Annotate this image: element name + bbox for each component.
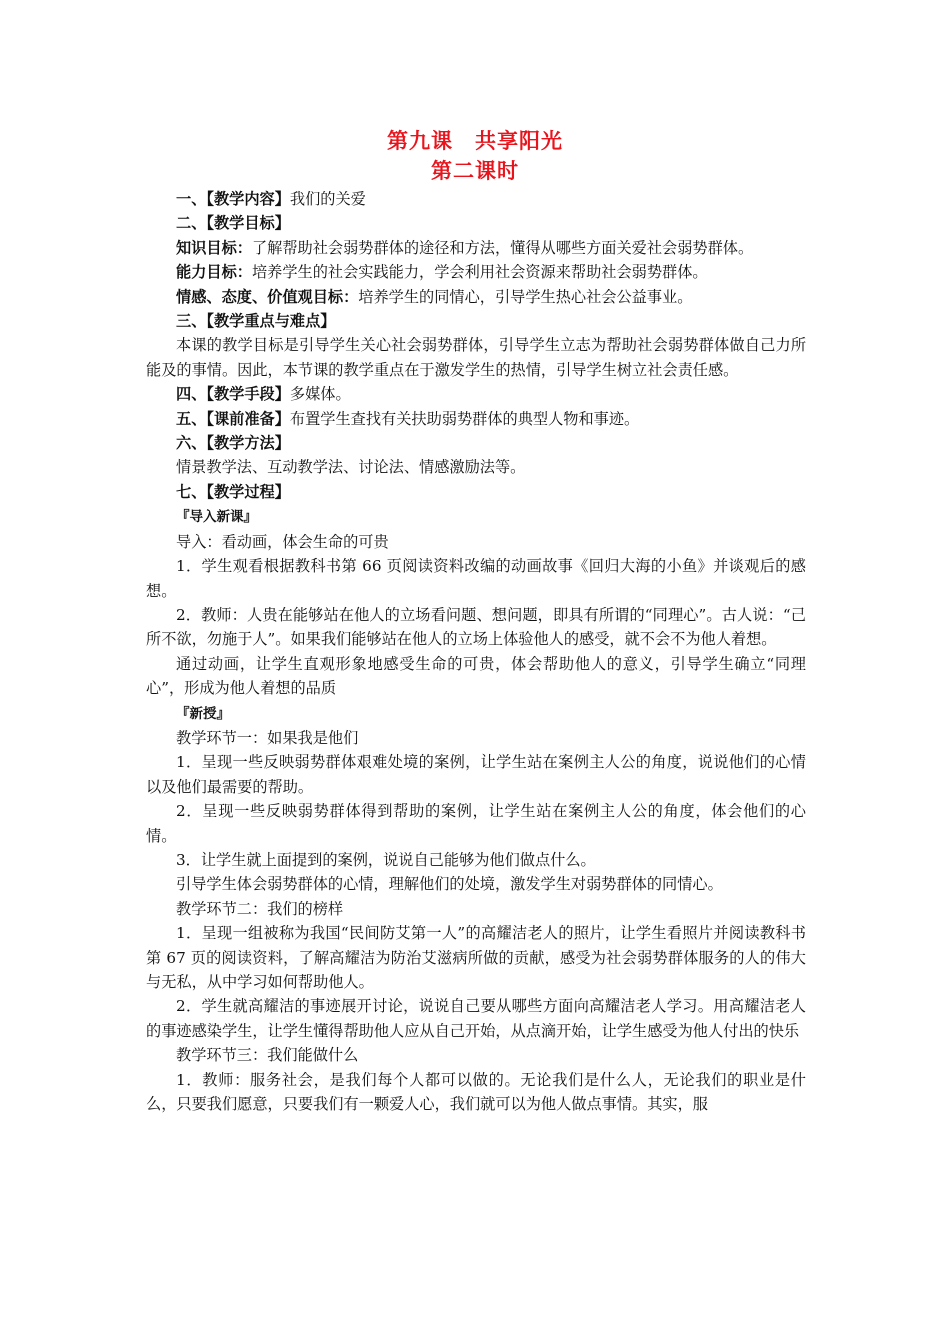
intro-lead: 导入：看动画，体会生命的可贵 (176, 532, 389, 551)
key-paragraph: 本课的教学目标是引导学生关心社会弱势群体，引导学生立志为帮助社会弱势群体做自己力所能及的事情。因此，本节课的教学重点在于激发学生的热情，引导学生树立社会责任感。 (146, 336, 806, 379)
link3-paragraph-1: 1．教师：服务社会，是我们每个人都可以做的。无论我们是什么人，无论我们的职业是什么，只要我们愿意，只要我们有一颗爱人心，我们就可以为他人做点事情。其实，服 (146, 1070, 806, 1114)
section-label: 二、【教学目标】 (176, 214, 290, 233)
goal-knowledge (146, 236, 806, 260)
section-goals (146, 211, 806, 235)
subsection-label: 『新授』 (176, 705, 230, 722)
intro-paragraph-1: 1．学生观看根据教科书第 66 页阅读资料改编的动画故事《回归大海的小鱼》并谈观后的感想。 (146, 557, 806, 600)
goal-emotion (146, 285, 806, 309)
link1-paragraph-1: 1．呈现一些反映弱势群体艰难处境的案例，让学生站在案例主人公的角度，说说他们的心情以及他们最需要的帮助。 (146, 753, 806, 796)
section-label: 三、【教学重点与难点】 (176, 312, 336, 331)
section-text: 我们的关爱 (289, 190, 366, 208)
intro-paragraph-3: 通过动画，让学生直观形象地感受生命的可贵，体会帮助他人的意义，引导学生确立“同理心”，形成为他人着想的品质 (146, 654, 806, 698)
goal-label: 情感、态度、价值观目标： (176, 287, 359, 306)
link2-title: 教学环节二：我们的榜样 (176, 899, 344, 918)
lesson-title: 第九课 共享阳光 (387, 129, 563, 153)
goal-label: 知识目标： (176, 238, 252, 257)
goal-text: 培养学生的社会实践能力，学会利用社会资源来帮助社会弱势群体。 (251, 263, 708, 282)
goal-ability (146, 260, 806, 284)
section-text: 布置学生查找有关扶助弱势群体的典型人物和事迹。 (289, 409, 640, 428)
section-label: 四、【教学手段】 (176, 385, 290, 404)
subsection-label: 『导入新课』 (176, 509, 257, 526)
intro-paragraph-2: 2．教师：人贵在能够站在他人的立场看问题、想问题，即具有所谓的“同理心”。古人说：“己所不欲，勿施于人”。如果我们能够站在他人的立场上体验他人的感受，就不会不为他人着想。 (146, 605, 806, 649)
section-label: 六、【教学方法】 (176, 434, 290, 453)
section-prep (146, 407, 806, 431)
section-content (146, 187, 806, 211)
method-paragraph: 情景教学法、互动教学法、讨论法、情感激励法等。 (176, 458, 526, 477)
section-means (146, 382, 806, 406)
section-method (146, 431, 806, 455)
section-text: 多媒体。 (289, 385, 351, 404)
link2-paragraph-1: 1．呈现一组被称为我国“民间防艾第一人”的高耀洁老人的照片，让学生看照片并阅读教科书第 67 页的阅读资料，了解高耀洁为防治艾滋病所做的贡献，感受为社会弱势群体服务的人的伟大与无私，从中学习如何帮助他人。 (146, 924, 806, 991)
link1-title: 教学环节一：如果我是他们 (176, 728, 359, 747)
link1-paragraph-4: 引导学生体会弱势群体的心情，理解他们的处境，激发学生对弱势群体的同情心。 (176, 875, 723, 894)
link1-paragraph-3: 3．让学生就上面提到的案例，说说自己能够为他们做点什么。 (176, 850, 596, 869)
section-label: 七、【教学过程】 (176, 482, 290, 501)
section-key (146, 309, 806, 333)
document-body (146, 187, 806, 1116)
lesson-subtitle: 第二课时 (431, 159, 519, 183)
new-lesson-label (146, 701, 806, 726)
link2-paragraph-2: 2．学生就高耀洁的事迹展开讨论，说说自己要从哪些方面向高耀洁老人学习。用高耀洁老人的事迹感染学生，让学生懂得帮助他人应从自己开始，从点滴开始，让学生感受为他人付出的快乐 (146, 997, 806, 1040)
goal-label: 能力目标： (176, 263, 252, 282)
section-label: 五、【课前准备】 (176, 409, 290, 428)
intro-label (146, 504, 806, 529)
section-process (146, 480, 806, 504)
link1-paragraph-2: 2．呈现一些反映弱势群体得到帮助的案例，让学生站在案例主人公的角度，体会他们的心情。 (146, 802, 806, 845)
goal-text: 培养学生的同情心，引导学生热心社会公益事业。 (358, 287, 693, 306)
goal-text: 了解帮助社会弱势群体的途径和方法，懂得从哪些方面关爱社会弱势群体。 (251, 238, 754, 257)
link3-title: 教学环节三：我们能做什么 (176, 1046, 359, 1065)
section-label: 一、【教学内容】 (176, 190, 290, 208)
